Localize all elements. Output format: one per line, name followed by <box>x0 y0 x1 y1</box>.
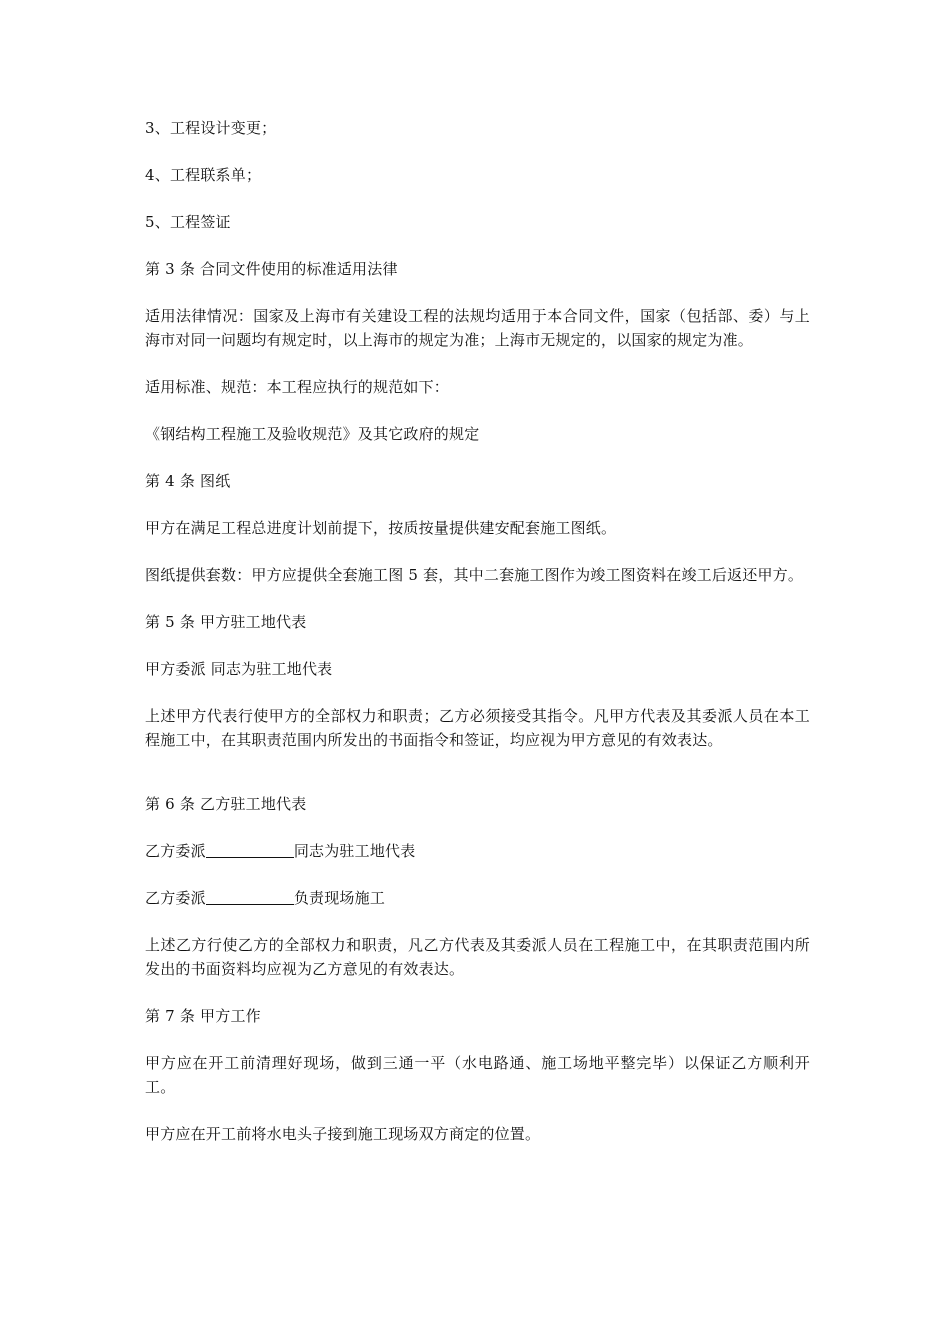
article-7-site-paragraph: 甲方应在开工前清理好现场，做到三通一平（水电路通、施工场地平整完毕）以保证乙方顺利开工。 <box>145 1054 810 1096</box>
list-item-5: 5、工程签证 <box>145 213 231 231</box>
article-7-utilities-paragraph: 甲方应在开工前将水电头子接到施工现场双方商定的位置。 <box>145 1125 541 1143</box>
article-4-sets-paragraph: 图纸提供套数：甲方应提供全套施工图 5 套，其中二套施工图作为竣工图资料在竣工后返还甲方。 <box>145 566 804 584</box>
article-3-heading: 第 3 条 合同文件使用的标准适用法律 <box>145 260 398 278</box>
article-6-manager-prefix: 乙方委派 <box>145 889 206 907</box>
article-6-manager-paragraph <box>145 886 810 910</box>
article-5-heading: 第 5 条 甲方驻工地代表 <box>145 613 307 631</box>
article-4-heading: 第 4 条 图纸 <box>145 472 231 490</box>
article-6-manager-suffix: 负责现场施工 <box>293 889 386 907</box>
list-item-4: 4、工程联系单； <box>145 166 262 184</box>
list-item-3: 3、工程设计变更； <box>145 119 277 137</box>
article-6-appoint-prefix: 乙方委派 <box>145 842 206 860</box>
article-6-authority-paragraph: 上述乙方行使乙方的全部权力和职责，凡乙方代表及其委派人员在工程施工中，在其职责范围内所发出的书面资料均应视为乙方意见的有效表达。 <box>145 936 810 978</box>
article-6-appoint-paragraph <box>145 839 810 863</box>
site-manager-name-blank <box>206 887 294 905</box>
article-5-appoint-paragraph: 甲方委派 同志为驻工地代表 <box>145 660 333 678</box>
article-6-appoint-suffix: 同志为驻工地代表 <box>293 842 416 860</box>
article-6-heading: 第 6 条 乙方驻工地代表 <box>145 795 307 813</box>
document-body <box>145 116 810 1169</box>
article-4-provision-paragraph: 甲方在满足工程总进度计划前提下，按质按量提供建安配套施工图纸。 <box>145 519 617 537</box>
article-3-spec-paragraph: 《钢结构工程施工及验收规范》及其它政府的规定 <box>145 425 480 443</box>
representative-name-blank <box>206 840 294 858</box>
article-3-law-paragraph: 适用法律情况：国家及上海市有关建设工程的法规均适用于本合同文件，国家（包括部、委）与上海市对同一问题均有规定时，以上海市的规定为准；上海市无规定的，以国家的规定为准。 <box>145 307 810 349</box>
article-7-heading: 第 7 条 甲方工作 <box>145 1007 261 1025</box>
article-5-authority-paragraph: 上述甲方代表行使甲方的全部权力和职责；乙方必须接受其指令。凡甲方代表及其委派人员在本工程施工中，在其职责范围内所发出的书面指令和签证，均应视为甲方意见的有效表达。 <box>145 707 810 749</box>
article-3-standards-paragraph: 适用标准、规范：本工程应执行的规范如下： <box>145 378 450 396</box>
